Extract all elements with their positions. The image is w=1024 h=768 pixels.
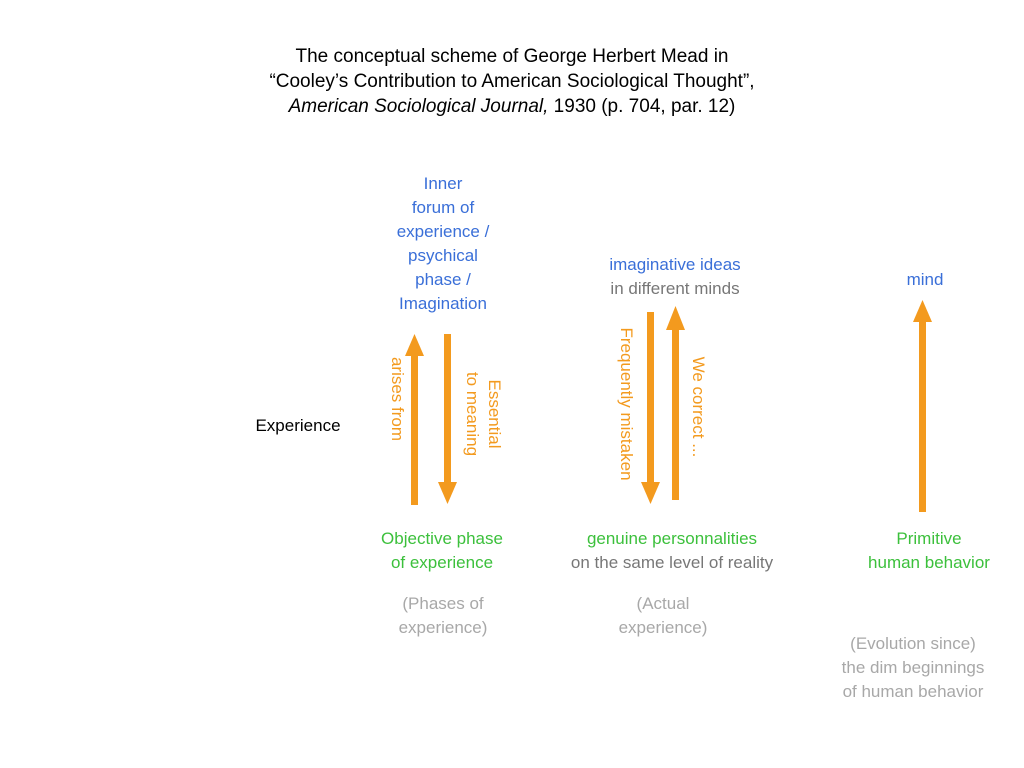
inner-forum-line-2: forum of <box>411 198 475 217</box>
evolution-note-line-1: (Evolution since) <box>850 634 976 653</box>
essential-line-2: to meaning <box>463 371 482 457</box>
objective-phase-line-1: Objective phase <box>381 529 503 548</box>
inner-forum-line-1: Inner <box>423 174 463 193</box>
frequently-mistaken-label: Frequently mistaken <box>617 327 636 481</box>
we-correct-label: We correct ... <box>689 356 708 458</box>
inner-forum-line-6: Imagination <box>399 294 487 313</box>
imaginative-ideas-line-2: in different minds <box>610 279 740 298</box>
evolution-note-line-2: the dim beginnings <box>841 658 985 677</box>
objective-phase-line-2: of experience <box>390 553 494 572</box>
arises-from-label: arises from <box>388 356 407 442</box>
inner-forum-line-4: psychical <box>408 246 478 265</box>
phases-note-line-2: experience) <box>398 618 488 637</box>
genuine-line-2: on the same level of reality <box>570 553 774 572</box>
frequently-mistaken-down-arrow <box>641 312 660 504</box>
essential-down-arrow <box>438 334 457 504</box>
evolution-note-line-3: of human behavior <box>842 682 984 701</box>
inner-forum-line-3: experience / <box>396 222 490 241</box>
imaginative-ideas-line-1: imaginative ideas <box>609 255 741 274</box>
essential-line-1: Essential <box>485 379 504 449</box>
journal-name: American Sociological Journal, <box>288 96 549 117</box>
mind-label: mind <box>906 270 944 289</box>
title-line-1: The conceptual scheme of George Herbert Mead in <box>295 46 729 67</box>
title-line-2: “Cooley’s Contribution to American Sociological Thought”, <box>269 71 755 92</box>
arises-from-up-arrow <box>405 334 424 505</box>
actual-note-line-2: experience) <box>618 618 708 637</box>
inner-forum-line-5: phase / <box>415 270 471 289</box>
experience-label: Experience <box>255 416 341 435</box>
phases-note-line-1: (Phases of <box>402 594 484 613</box>
genuine-line-1: genuine personnalities <box>586 529 758 548</box>
primitive-line-1: Primitive <box>896 529 962 548</box>
citation-detail: 1930 (p. 704, par. 12) <box>548 96 736 117</box>
primitive-line-2: human behavior <box>868 553 990 572</box>
we-correct-up-arrow <box>666 306 685 500</box>
actual-note-line-1: (Actual <box>636 594 690 613</box>
mind-up-arrow <box>913 300 932 512</box>
